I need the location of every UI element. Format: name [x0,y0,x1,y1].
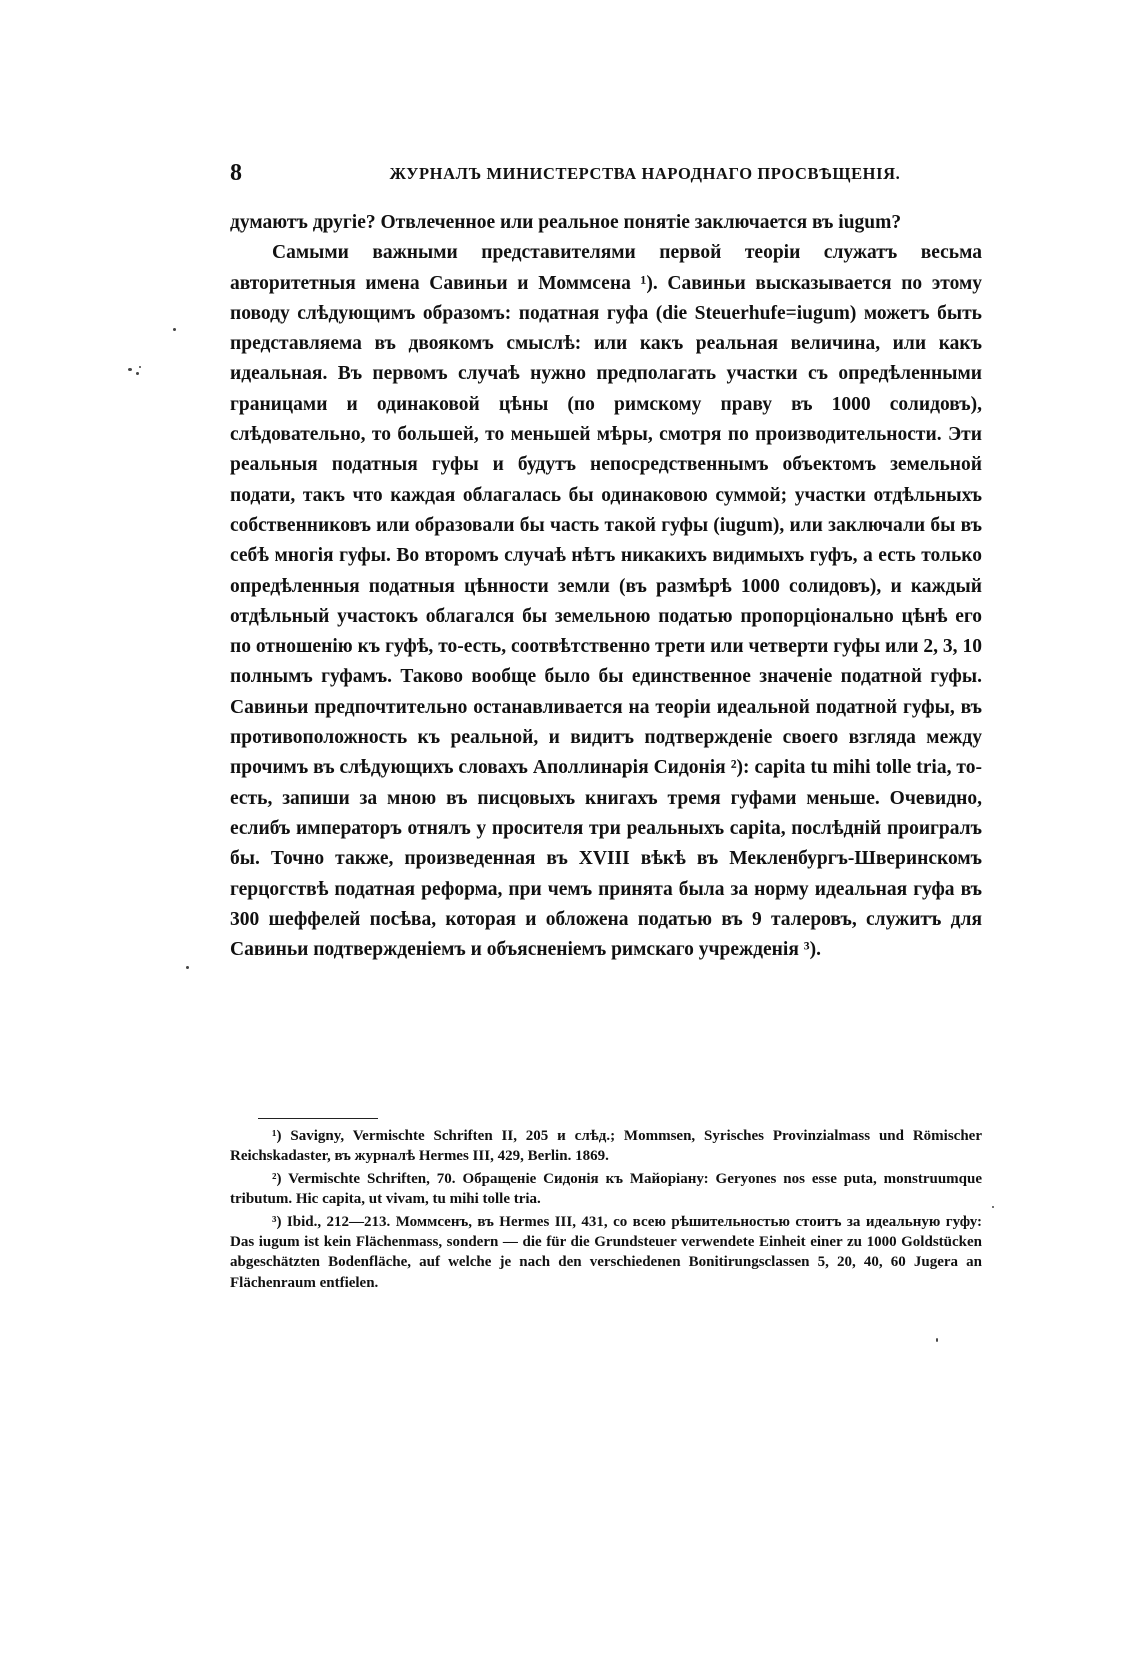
footnote-divider [258,1118,378,1119]
page-number: 8 [230,160,242,186]
main-text [230,208,982,965]
footnote: ¹) Savigny, Vermischte Schriften II, 205 и слѣд.; Mommsen, Syrisches Provinzialmass und Römischer Reichskadaster, въ журналѣ Hermes III, 429, Berlin. 1869. [230,1128,982,1165]
footnotes [230,1126,982,1295]
paragraph: Самыми важными представителями первой теоріи служатъ весьма авторитетныя имена Савиньи и Моммсена ¹). Савиньи высказывается по этому поводу слѣдующимъ образомъ: податная гуфа (die Steuerhufe=iugum) можетъ быть представляема въ двоякомъ смыслѣ: или какъ реальная величина, или какъ идеальная. Въ первомъ случаѣ нужно предполагать участки съ опредѣленными границами и одинаковой цѣны (по римскому праву въ 1000 солидовъ), слѣдовательно, то большей, то меньшей мѣры, смотря по производительности. Эти реальныя податныя гуфы и будутъ непосредственнымъ объектомъ земельной подати, такъ что каждая облагалась бы одинаковою суммой; участки отдѣльныхъ собственниковъ или образовали бы часть такой гуфы (iugum), или заключали бы въ себѣ многія гуфы. Во второмъ случаѣ нѣтъ никакихъ видимыхъ гуфъ, а есть только опредѣленныя податныя цѣнности земли (въ размѣрѣ 1000 солидовъ), и каждый отдѣльный участокъ облагался бы земельною податью пропорціонально цѣнѣ его по отношенію къ гуфѣ, то-есть, соотвѣтственно трети или четверти гуфы или 2, 3, 10 полнымъ гуфамъ. Таково вообще было бы единственное значеніе податной гуфы. Савиньи предпочтительно останавливается на теоріи идеальной податной гуфы, въ противоположность къ реальной, и видитъ подтвержденіе своего взгляда между прочимъ въ слѣдующихъ словахъ Аполлинарія Сидонія ²): capita tu mihi tolle tria, то-есть, запиши за мною въ писцовыхъ книгахъ тремя гуфами меньше. Очевидно, еслибъ императоръ отнялъ у просителя три реальныхъ capita, послѣдній проигралъ бы. Точно также, произведенная въ XVIII вѣкѣ въ Мекленбургъ-Шверинскомъ герцогствѣ податная реформа, при чемъ принята была за норму идеальная гуфа въ 300 шеффелей посѣва, которая и обложена податью въ 9 талеровъ, служитъ для Савиньи подтвержденіемъ и объясненіемъ римскаго учрежденія ³). [230,242,982,961]
page-header [230,160,990,192]
footnote: ³) Ibid., 212—213. Моммсенъ, въ Hermes III, 431, со всею рѣшительностью стоитъ за идеальную гуфу: Das iugum ist kein Flächenmass, sondern — die für die Grundsteuer verwendete Einheit einer zu 1000 Goldstücken abgeschätzten Bodenfläche, auf welche je nach den verschiedenen Bonitirungsclassen 5, 20, 40, 60 Jugera an Flächenraum entfielen. [230,1213,982,1291]
paragraph: думаютъ другіе? Отвлеченное или реальное понятіе заключается въ iugum? [230,212,902,233]
footnote: ²) Vermischte Schriften, 70. Обращеніе Сидонія къ Майоріану: Geryones nos esse puta, monstruumque tributum. Hic capita, ut vivam, tu mihi tolle tria. [230,1170,982,1208]
running-head: ЖУРНАЛЪ МИНИСТЕРСТВА НАРОДНАГО ПРОСВѢЩЕНІЯ. [389,164,901,183]
